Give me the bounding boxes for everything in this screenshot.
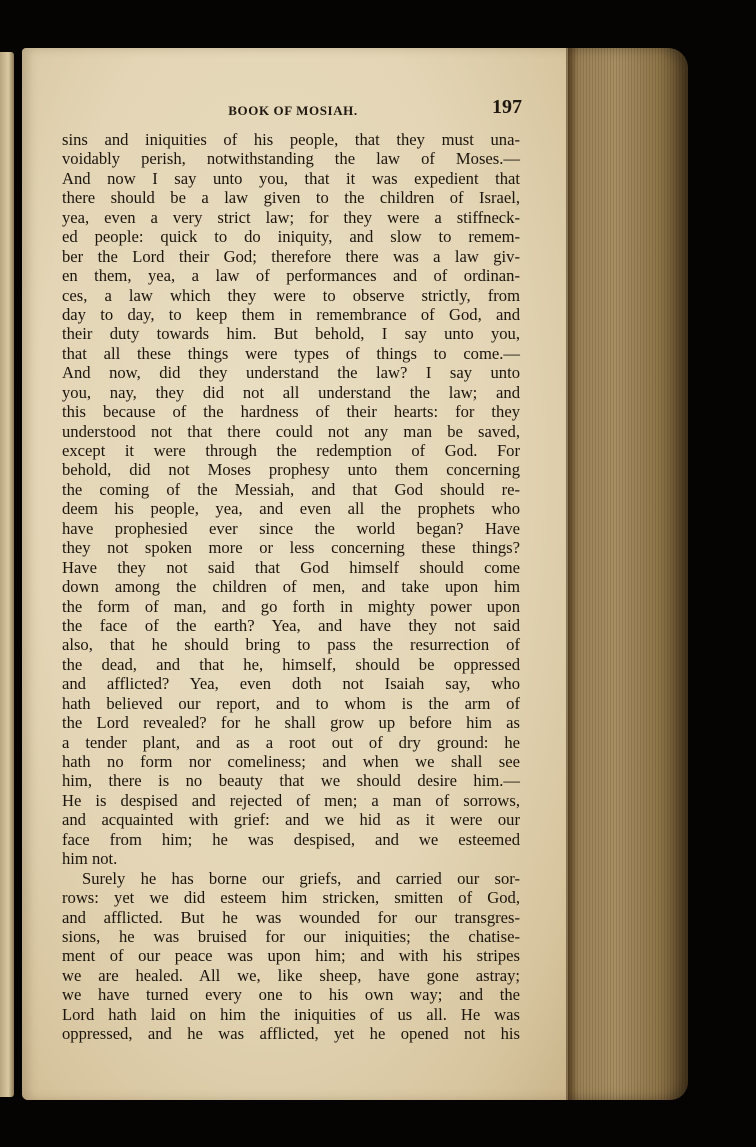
- text-line: also, that he should bring to pass the resurrection of: [62, 635, 520, 655]
- text-line: and afflicted. But he was wounded for our transgres-: [62, 907, 520, 927]
- paragraph: [62, 869, 520, 1044]
- page-fore-edge: [568, 48, 688, 1100]
- paragraph: [62, 130, 520, 869]
- text-line: the face of the earth? Yea, and have they not said: [62, 615, 520, 635]
- text-line: voidably perish, notwithstanding the law of Moses.—: [62, 149, 520, 169]
- page-number: 197: [492, 96, 522, 118]
- text-line: rows: yet we did esteem him stricken, smitten of God,: [62, 888, 520, 908]
- text-line: And now I say unto you, that it was expedient that: [62, 168, 520, 188]
- text-line: a tender plant, and as a root out of dry ground: he: [62, 732, 520, 752]
- text-line: that all these things were types of things to come.—: [62, 343, 520, 363]
- running-head-title: BOOK OF MOSIAH.: [228, 103, 358, 118]
- running-head: [64, 96, 522, 124]
- text-line: And now, did they understand the law? I say unto: [62, 363, 520, 383]
- text-line: down among the children of men, and take upon him: [62, 577, 520, 597]
- text-line: face from him; he was despised, and we esteemed: [62, 829, 520, 849]
- text-line: and afflicted? Yea, even doth not Isaiah say, who: [62, 674, 520, 694]
- text-line: sins and iniquities of his people, that they must una-: [62, 130, 520, 149]
- text-line: this because of the hardness of their hearts: for they: [62, 402, 520, 422]
- gutter-shadow: [566, 48, 576, 1100]
- text-line: oppressed, and he was afflicted, yet he opened not his: [62, 1024, 520, 1044]
- text-line: except it were through the redemption of God. For: [62, 441, 520, 460]
- text-line: deem his people, yea, and even all the prophets who: [62, 499, 520, 519]
- text-line: the coming of the Messiah, and that God should re-: [62, 479, 520, 499]
- text-line: they not spoken more or less concerning these things?: [62, 538, 520, 558]
- facing-page-edge: [0, 52, 14, 1097]
- text-line: He is despised and rejected of men; a man of sorrows,: [62, 790, 520, 810]
- text-line: Have they not said that God himself should come: [62, 557, 520, 577]
- text-line: ed people: quick to do iniquity, and slow to remem-: [62, 227, 520, 247]
- text-line: Lord hath laid on him the iniquities of us all. He was: [62, 1004, 520, 1024]
- text-line: we have turned every one to his own way; and the: [62, 985, 520, 1005]
- text-line: ces, a law which they were to observe strictly, from: [62, 285, 520, 305]
- text-line: have prophesied ever since the world began? Have: [62, 518, 520, 538]
- text-line: ber the Lord their God; therefore there was a law giv-: [62, 246, 520, 266]
- text-line: we are healed. All we, like sheep, have gone astray;: [62, 965, 520, 985]
- text-line: yea, even a very strict law; for they were a stiffneck-: [62, 207, 520, 227]
- text-line: their duty towards him. But behold, I say unto you,: [62, 324, 520, 344]
- text-line: the form of man, and go forth in mighty power upon: [62, 596, 520, 616]
- text-line: behold, did not Moses prophesy unto them concerning: [62, 460, 520, 480]
- text-line: en them, yea, a law of performances and of ordinan-: [62, 266, 520, 286]
- text-line: you, nay, they did not all understand the law; and: [62, 382, 520, 402]
- text-line: day to day, to keep them in remembrance of God, and: [62, 304, 520, 324]
- text-line: and acquainted with grief: and we hid as it were our: [62, 810, 520, 830]
- text-line: Surely he has borne our griefs, and carried our sor-: [82, 868, 520, 888]
- text-line: the Lord revealed? for he shall grow up before him as: [62, 713, 520, 733]
- text-line: sions, he was bruised for our iniquities; the chatise-: [62, 926, 520, 946]
- body-text: [62, 130, 520, 1044]
- text-line: hath no form nor comeliness; and when we shall see: [62, 752, 520, 771]
- text-line: him, there is no beauty that we should desire him.—: [62, 771, 520, 791]
- text-line: the dead, and that he, himself, should be oppressed: [62, 654, 520, 674]
- text-line: hath believed our report, and to whom is the arm of: [62, 693, 520, 713]
- text-line: him not.: [62, 849, 118, 869]
- text-line: understood not that there could not any man be saved,: [62, 421, 520, 441]
- text-line: there should be a law given to the children of Israel,: [62, 188, 520, 208]
- text-line: ment of our peace was upon him; and with his stripes: [62, 946, 520, 966]
